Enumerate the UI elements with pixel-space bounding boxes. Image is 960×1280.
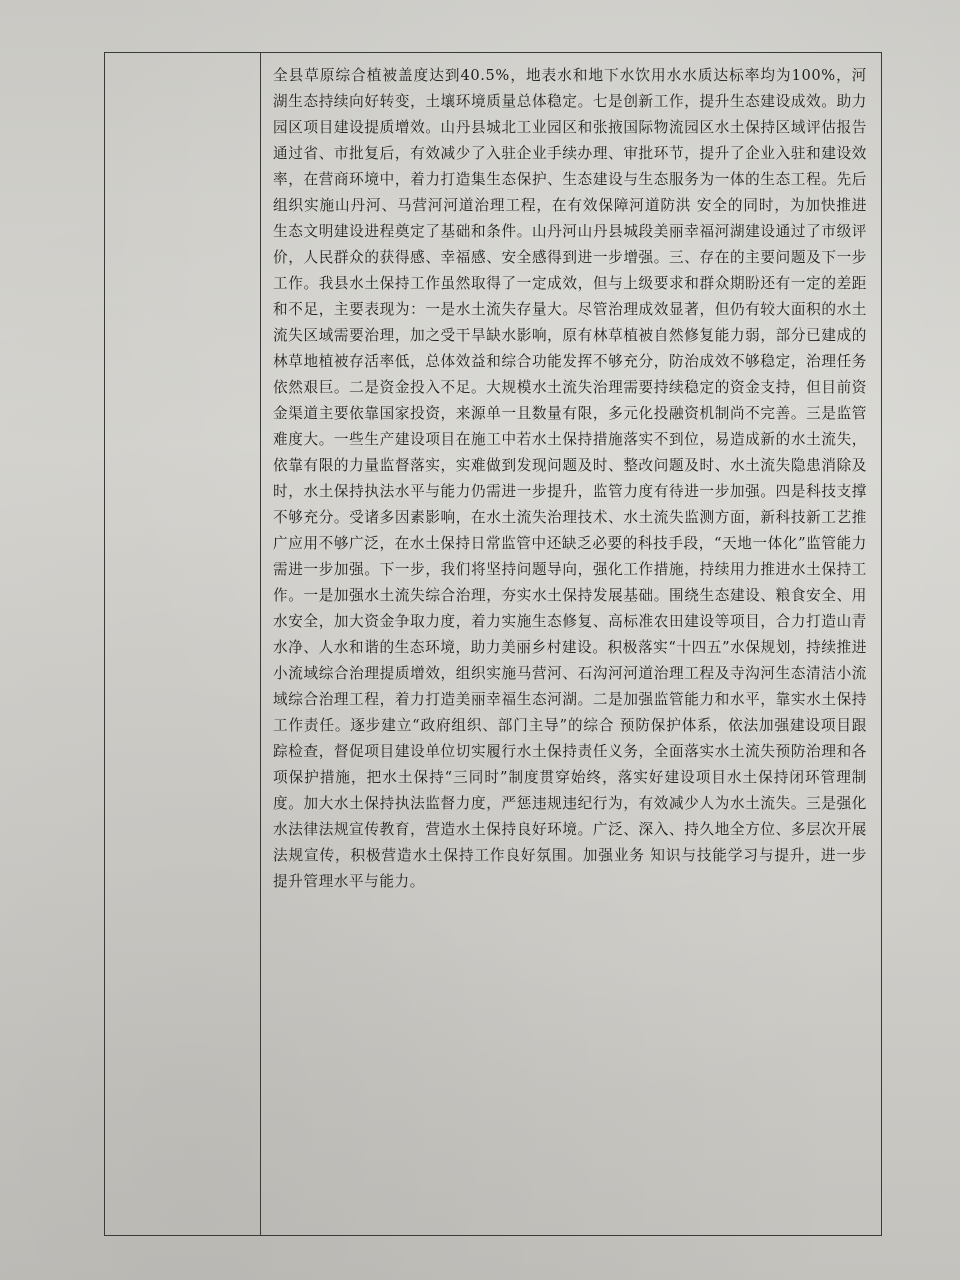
body-text: 全县草原综合植被盖度达到40.5%，地表水和地下水饮用水水质达标率均为100%，河湖生态持续向好转变，土壤环境质量总体稳定。七是创新工作，提升生态建设成效。助力园区项目建设提质增效。山丹县城北工业园区和张掖国际物流园区水土保持区域评估报告通过省、市批复后，有效减少了入驻企业手续办理、审批环节，提升了企业入驻和建设效率，在营商环境中，着力打造集生态保护、生态建设与生态服务为一体的生态工程。先后组织实施山丹河、马营河河道治理工程，在有效保障河道防洪 安全的同时，为加快推进生态文明建设进程奠定了基础和条件。山丹河山丹县城段美丽幸福河湖建设通过了市级评价，人民群众的获得感、幸福感、安全感得到进一步增强。三、存在的主要问题及下一步工作。我县水土保持工作虽然取得了一定成效，但与上级要求和群众期盼还有一定的差距和不足，主要表现为：一是水土流失存量大。尽管治理成效显著，但仍有较大面积的水土流失区域需要治理，加之受干旱缺水影响，原有林草植被自然修复能力弱，部分已建成的林草地植被存活率低，总体效益和综合功能发挥不够充分，防治成效不够稳定，治理任务依然艰巨。二是资金投入不足。大规模水土流失治理需要持续稳定的资金支持，但目前资金渠道主要依靠国家投资，来源单一且数量有限，多元化投融资机制尚不完善。三是监管难度大。一些生产建设项目在施工中若水土保持措施落实不到位，易造成新的水土流失，依靠有限的力量监督落实，实难做到发现问题及时、整改问题及时、水土流失隐患消除及时，水土保持执法水平与能力仍需进一步提升，监管力度有待进一步加强。四是科技支撑不够充分。受诸多因素影响，在水土流失治理技术、水土流失监测方面，新科技新工艺推广应用不够广泛，在水土保持日常监管中还缺乏必要的科技手段，“天地一体化”监管能力需进一步加强。下一步，我们将坚持问题导向，强化工作措施，持续用力推进水土保持工作。一是加强水土流失综合治理，夯实水土保持发展基础。围绕生态建设、粮食安全、用水安全，加大资金争取力度，着力实施生态修复、高标准农田建设等项目，合力打造山青水净、人水和谐的生态环境，助力美丽乡村建设。积极落实“十四五”水保规划，持续推进小流域综合治理提质增效，组织实施马营河、石沟河河道治理工程及寺沟河生态清洁小流域综合治理工程，着力打造美丽幸福生态河湖。二是加强监管能力和水平，靠实水土保持工作责任。逐步建立“政府组织、部门主导”的综合 预防保护体系，依法加强建设项目跟踪检查，督促项目建设单位切实履行水土保持责任义务，全面落实水土流失预防治理和各项保护措施，把水土保持“三同时”制度贯穿始终，落实好建设项目水土保持闭环管理制度。加大水土保持执法监督力度，严惩违规违纪行为，有效减少人为水土流失。三是强化水法律法规宣传教育，营造水土保持良好环境。广泛、深入、持久地全方位、多层次开展法规宣传，积极营造水土保持工作良好氛围。加强业务 知识与技能学习与提升，进一步提升管理水平与能力。	[273, 67, 867, 890]
content-cell	[273, 63, 867, 895]
form-table	[104, 52, 882, 1236]
label-column	[105, 53, 261, 1235]
